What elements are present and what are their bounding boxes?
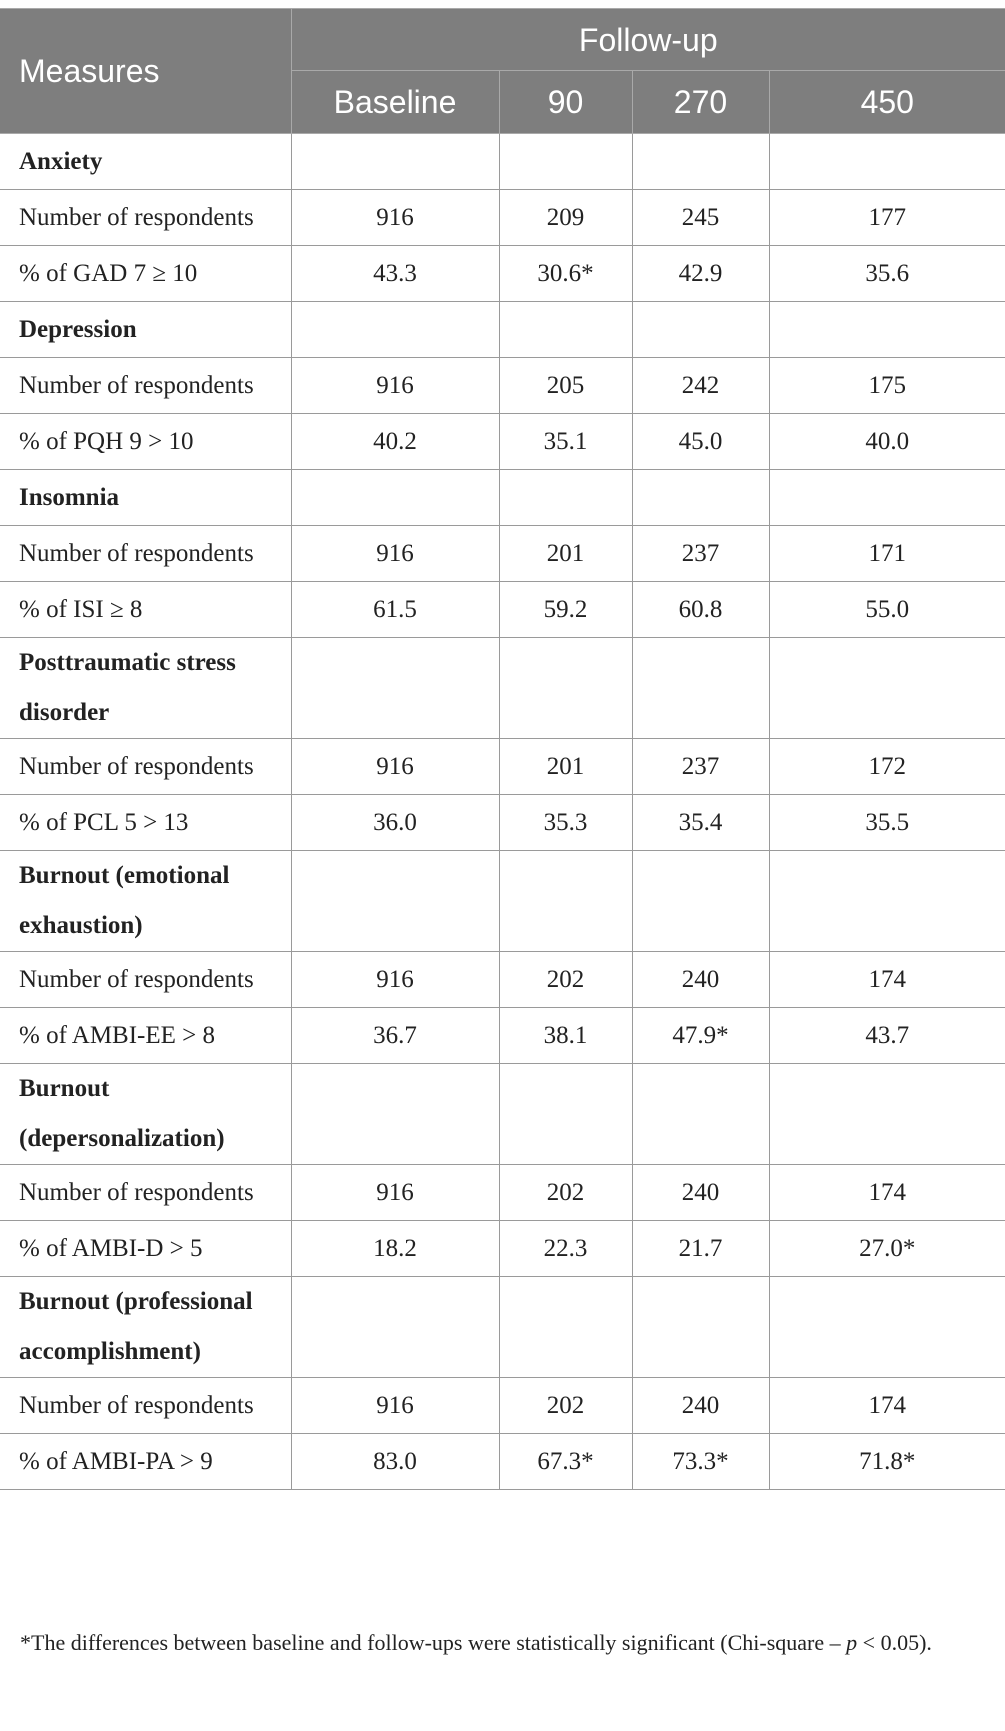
row-label: Number of respondents xyxy=(0,739,291,795)
section-header-row xyxy=(0,302,1005,358)
section-title: Burnout (emotional exhaustion) xyxy=(0,851,291,952)
row-label: % of AMBI-D > 5 xyxy=(0,1221,291,1277)
value-cell: 40.0 xyxy=(769,414,1005,470)
value-cell: 35.4 xyxy=(632,795,769,851)
table-row xyxy=(0,1378,1005,1434)
table-row xyxy=(0,952,1005,1008)
section-header-row xyxy=(0,1064,1005,1165)
value-cell: 42.9 xyxy=(632,246,769,302)
footnote xyxy=(20,1626,985,1660)
empty-cell xyxy=(632,134,769,190)
value-cell: 61.5 xyxy=(291,582,499,638)
row-label: Number of respondents xyxy=(0,1165,291,1221)
section-title: Burnout (professional accomplishment) xyxy=(0,1277,291,1378)
value-cell: 43.7 xyxy=(769,1008,1005,1064)
empty-cell xyxy=(769,134,1005,190)
table-row xyxy=(0,1221,1005,1277)
footnote-text-end: < 0.05). xyxy=(857,1630,932,1655)
value-cell: 83.0 xyxy=(291,1434,499,1490)
value-cell: 36.0 xyxy=(291,795,499,851)
empty-cell xyxy=(291,638,499,739)
value-cell: 67.3* xyxy=(499,1434,632,1490)
empty-cell xyxy=(291,134,499,190)
row-label: Number of respondents xyxy=(0,526,291,582)
value-cell: 202 xyxy=(499,1378,632,1434)
empty-cell xyxy=(769,302,1005,358)
empty-cell xyxy=(769,1064,1005,1165)
empty-cell xyxy=(769,851,1005,952)
section-title: Posttraumatic stress disorder xyxy=(0,638,291,739)
value-cell: 916 xyxy=(291,952,499,1008)
empty-cell xyxy=(632,638,769,739)
value-cell: 237 xyxy=(632,526,769,582)
footnote-text: *The differences between baseline and follow-ups were statistically significant (Chi-square – xyxy=(20,1630,847,1655)
value-cell: 172 xyxy=(769,739,1005,795)
empty-cell xyxy=(632,1277,769,1378)
section-title: Anxiety xyxy=(0,134,291,190)
value-cell: 38.1 xyxy=(499,1008,632,1064)
empty-cell xyxy=(291,302,499,358)
header-col-450: 450 xyxy=(769,71,1005,134)
empty-cell xyxy=(632,1064,769,1165)
header-col-270: 270 xyxy=(632,71,769,134)
value-cell: 240 xyxy=(632,952,769,1008)
value-cell: 245 xyxy=(632,190,769,246)
value-cell: 27.0* xyxy=(769,1221,1005,1277)
value-cell: 916 xyxy=(291,358,499,414)
empty-cell xyxy=(499,470,632,526)
results-table xyxy=(0,8,1005,1490)
value-cell: 35.5 xyxy=(769,795,1005,851)
value-cell: 202 xyxy=(499,952,632,1008)
empty-cell xyxy=(291,1277,499,1378)
value-cell: 73.3* xyxy=(632,1434,769,1490)
empty-cell xyxy=(769,470,1005,526)
value-cell: 30.6* xyxy=(499,246,632,302)
table-row xyxy=(0,246,1005,302)
empty-cell xyxy=(291,1064,499,1165)
section-title: Burnout (depersonalization) xyxy=(0,1064,291,1165)
section-title: Depression xyxy=(0,302,291,358)
empty-cell xyxy=(291,470,499,526)
header-col-90: 90 xyxy=(499,71,632,134)
value-cell: 205 xyxy=(499,358,632,414)
empty-cell xyxy=(769,1277,1005,1378)
value-cell: 174 xyxy=(769,952,1005,1008)
table-row xyxy=(0,795,1005,851)
empty-cell xyxy=(291,851,499,952)
empty-cell xyxy=(632,302,769,358)
empty-cell xyxy=(499,638,632,739)
section-header-row xyxy=(0,638,1005,739)
value-cell: 22.3 xyxy=(499,1221,632,1277)
row-label: Number of respondents xyxy=(0,358,291,414)
value-cell: 18.2 xyxy=(291,1221,499,1277)
section-header-row xyxy=(0,851,1005,952)
table-row xyxy=(0,1165,1005,1221)
value-cell: 916 xyxy=(291,526,499,582)
value-cell: 916 xyxy=(291,1165,499,1221)
empty-cell xyxy=(632,470,769,526)
value-cell: 71.8* xyxy=(769,1434,1005,1490)
value-cell: 240 xyxy=(632,1378,769,1434)
value-cell: 36.7 xyxy=(291,1008,499,1064)
table-row xyxy=(0,414,1005,470)
value-cell: 916 xyxy=(291,739,499,795)
footnote-p-value-symbol: p xyxy=(846,1630,858,1655)
value-cell: 209 xyxy=(499,190,632,246)
value-cell: 35.6 xyxy=(769,246,1005,302)
value-cell: 40.2 xyxy=(291,414,499,470)
table-body xyxy=(0,134,1005,1490)
table-row xyxy=(0,582,1005,638)
table-row xyxy=(0,526,1005,582)
row-label: Number of respondents xyxy=(0,952,291,1008)
value-cell: 201 xyxy=(499,526,632,582)
row-label: % of AMBI-PA > 9 xyxy=(0,1434,291,1490)
section-header-row xyxy=(0,470,1005,526)
value-cell: 43.3 xyxy=(291,246,499,302)
value-cell: 177 xyxy=(769,190,1005,246)
section-title: Insomnia xyxy=(0,470,291,526)
table-row xyxy=(0,739,1005,795)
value-cell: 45.0 xyxy=(632,414,769,470)
value-cell: 174 xyxy=(769,1378,1005,1434)
section-header-row xyxy=(0,134,1005,190)
value-cell: 240 xyxy=(632,1165,769,1221)
empty-cell xyxy=(499,302,632,358)
value-cell: 171 xyxy=(769,526,1005,582)
section-header-row xyxy=(0,1277,1005,1378)
row-label: % of PCL 5 > 13 xyxy=(0,795,291,851)
empty-cell xyxy=(499,134,632,190)
value-cell: 21.7 xyxy=(632,1221,769,1277)
value-cell: 175 xyxy=(769,358,1005,414)
value-cell: 55.0 xyxy=(769,582,1005,638)
table-row xyxy=(0,190,1005,246)
row-label: Number of respondents xyxy=(0,1378,291,1434)
value-cell: 174 xyxy=(769,1165,1005,1221)
value-cell: 237 xyxy=(632,739,769,795)
value-cell: 59.2 xyxy=(499,582,632,638)
header-row-top xyxy=(0,9,1005,71)
value-cell: 35.3 xyxy=(499,795,632,851)
empty-cell xyxy=(499,1064,632,1165)
value-cell: 47.9* xyxy=(632,1008,769,1064)
table-row xyxy=(0,358,1005,414)
value-cell: 916 xyxy=(291,190,499,246)
value-cell: 916 xyxy=(291,1378,499,1434)
empty-cell xyxy=(769,638,1005,739)
table-row xyxy=(0,1008,1005,1064)
row-label: Number of respondents xyxy=(0,190,291,246)
empty-cell xyxy=(632,851,769,952)
header-col-baseline: Baseline xyxy=(291,71,499,134)
row-label: % of PQH 9 > 10 xyxy=(0,414,291,470)
header-measures: Measures xyxy=(0,9,291,134)
value-cell: 35.1 xyxy=(499,414,632,470)
row-label: % of GAD 7 ≥ 10 xyxy=(0,246,291,302)
value-cell: 242 xyxy=(632,358,769,414)
row-label: % of AMBI-EE > 8 xyxy=(0,1008,291,1064)
value-cell: 201 xyxy=(499,739,632,795)
empty-cell xyxy=(499,851,632,952)
table-row xyxy=(0,1434,1005,1490)
value-cell: 60.8 xyxy=(632,582,769,638)
row-label: % of ISI ≥ 8 xyxy=(0,582,291,638)
value-cell: 202 xyxy=(499,1165,632,1221)
empty-cell xyxy=(499,1277,632,1378)
header-follow-up: Follow-up xyxy=(291,9,1005,71)
